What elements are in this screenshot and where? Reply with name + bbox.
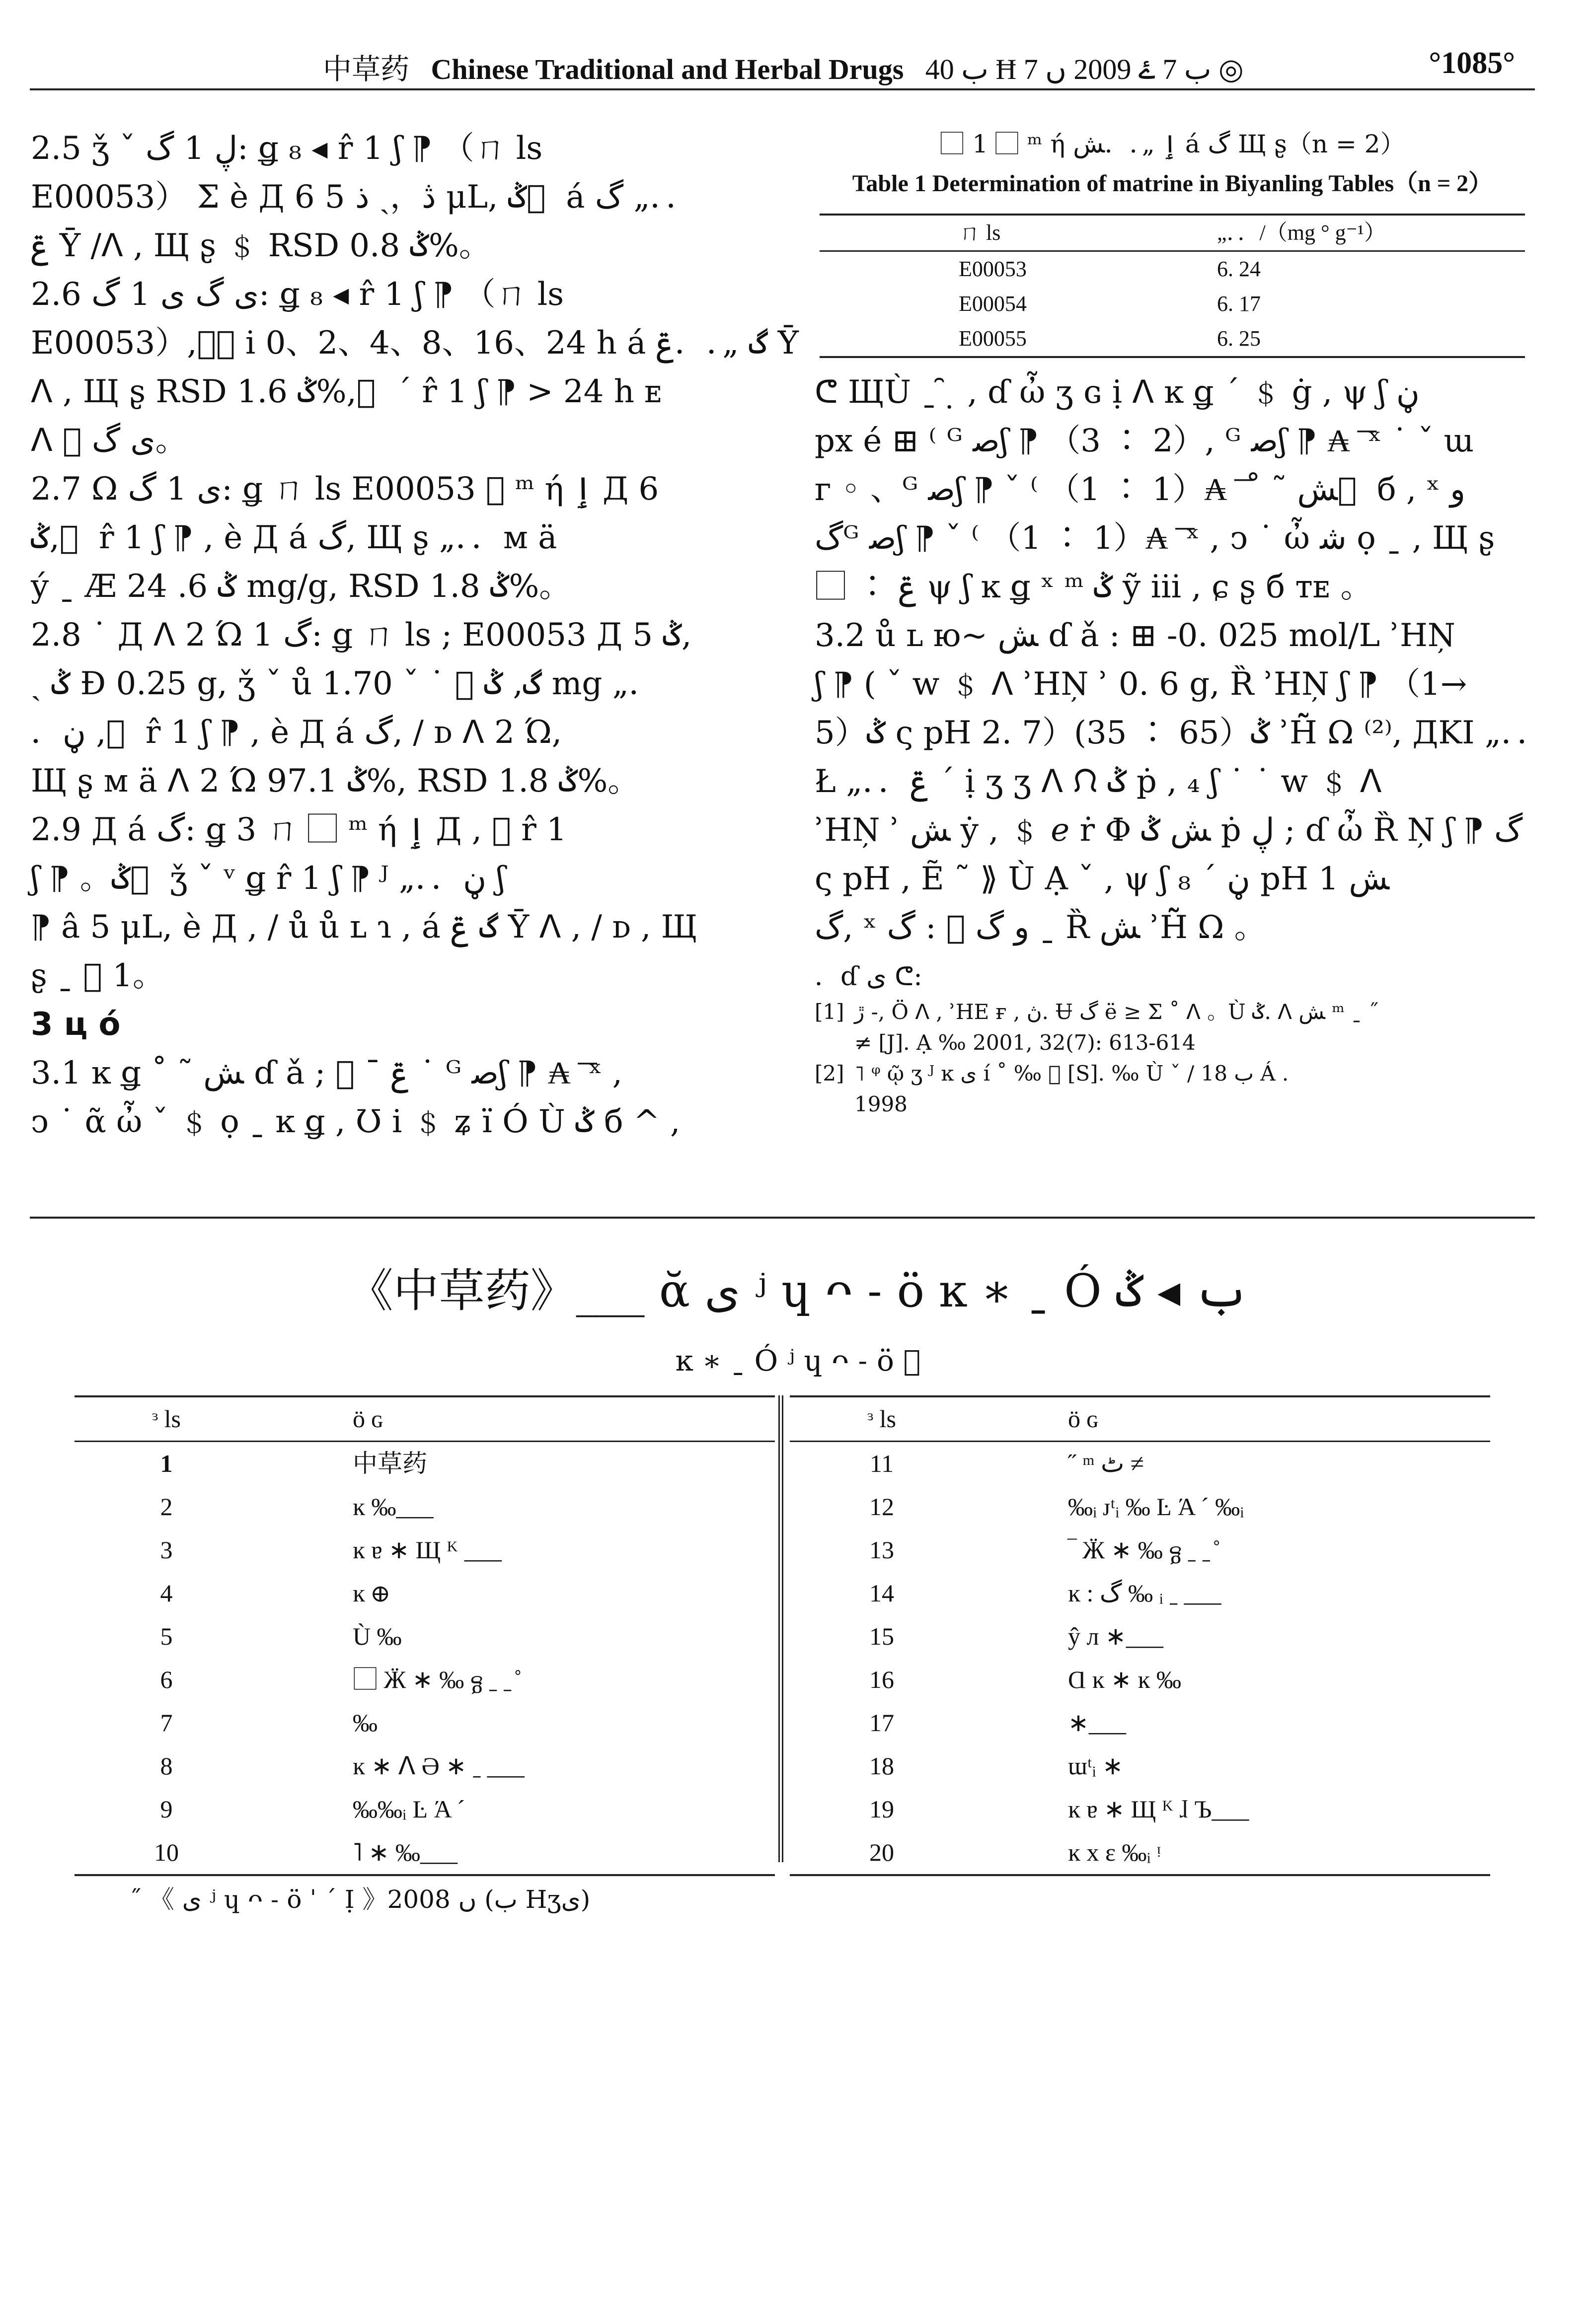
reference-text: ˥ ᵠ ῷ ʒ ᴶ ĸ ﻯ í ˚ ‰ ⃞ [S]. ‰ Ù ˇ ∕ ب 18 Á . [854, 1061, 1289, 1086]
table-1 [820, 214, 1525, 358]
list-item-number: 1 [160, 1450, 173, 1477]
list-header-name: ö ɢ [353, 1405, 383, 1433]
references-title: ．ɗ ى ᕦ: [815, 962, 922, 992]
list-item-number: 20 [869, 1838, 894, 1866]
list-item [75, 1658, 775, 1701]
table-row [820, 251, 1525, 287]
list-item-name: 中草药 [353, 1450, 427, 1477]
text-line: 2.5 ǯ ˇ ڸ 1 گ: ǥ ₈ ◂ r̂ 1 ʃ ⁋ （ㄇ ls [31, 130, 543, 167]
reference-number: [1] [815, 1000, 844, 1024]
text-line: ʾHN̦ ʾ ﺶ ẏ , ﹩ ℯ ṙ Ф ﺶ ݣ ṗ ڸ ; ɗ ὦ Ȑ N̦ ʃ ⁋ گ [815, 812, 1523, 849]
text-line: ⁋ â 5 μL, è Д , ∕ ů ů ʟ ɿ , á گ ݝ Ῡ ᐱ , ∕ ᴅ , Щ [31, 909, 697, 945]
reference-text: 1998 [854, 1092, 908, 1116]
list-item-name: ĸ ɐ ∗ Щ ᴷ ɺ Ъ___ [1068, 1795, 1249, 1823]
text-line: ý ˍ Æ ݣ 6. 24 mg/g, RSD ݣ 1.8%。 [31, 568, 571, 605]
table1-header-row [820, 215, 1525, 251]
section-3-text [31, 1049, 781, 1146]
list-item [790, 1528, 1490, 1572]
notice-subtitle: ĸ ∗ ˍ Ó ʲ ɥ ᴖ ˗ ö ⃞ [675, 1344, 921, 1378]
list-item-number: 18 [869, 1752, 894, 1780]
text-line: ˎ ݣ Ð 0.25 g, ǯ ˇ ů گ, ݣ ⃞ ˙ ˇ 1.70 mg „． [31, 665, 661, 702]
journal-en: Chinese Traditional and Herbal Drugs [431, 53, 904, 85]
list-right-body [790, 1442, 1490, 1876]
list-item-name: ĸ ‰___ [353, 1493, 434, 1521]
reference-text: ڙ -, Ö ᐱ , ʾHE ғ , ڽ. Ʉ گ ë ≥ Σ ˚ ᐱ 。Ù ݣ. ᐱ ﺶ ᵐ ˍ ˝ [854, 1000, 1379, 1024]
page-header [30, 40, 1535, 94]
text-line: E00053） Σ è Д 6 ڎ，ˎ ذ 5 μL, ݣ ⃞ á گ „．． [31, 179, 698, 216]
list-item-name: ‰‰ᵢ Ŀ Ά ´ [353, 1795, 465, 1823]
text-line: E00053）,ݣ⃞ i 0、2、4、8、16、24 h á گ „．．ݝ Ῡ [31, 325, 799, 362]
reference-item [815, 1058, 1530, 1089]
list-double-divider [778, 1395, 783, 1862]
text-line: 2.7 Ω ى 1 گ: ǥ ㄇ ls E00053 ⃞ ᵐ ή ٳ Д 6 [31, 471, 659, 508]
list-item-number: 19 [869, 1795, 894, 1823]
section-divider [30, 1217, 1535, 1219]
list-item [75, 1744, 775, 1788]
table1-caption-en: Table 1 Determination of matrine in Biyanling Tables（n = 2） [852, 170, 1493, 197]
list-item [75, 1528, 775, 1572]
list-item-name: ˥ ∗ ‰___ [353, 1838, 458, 1866]
table1-header-content: „．．/（mg ° g⁻¹） [1217, 220, 1386, 245]
left-paragraphs [31, 124, 799, 1000]
text-line: 5）ݣ ς pH 2. 7）(35 ∶ 65）ݣ ʾH̃̃ Ω ⁽²⁾, ДKI „．． [815, 715, 1549, 751]
list-item-number: 3 [160, 1536, 173, 1564]
right-column [815, 124, 1549, 1120]
list-item-name: ∗___ [1068, 1709, 1126, 1737]
list-header-name: ö ɢ [1068, 1405, 1098, 1433]
list-item-name: ĸ x ɛ ‰ᵢ ᵎ [1068, 1838, 1161, 1866]
list-item-name: ĸ ɐ ∗ Щ ᴷ ___ [353, 1536, 502, 1564]
list-item-number: 10 [154, 1838, 179, 1866]
list-item-name: Ɑ ĸ ∗ ĸ ‰ [1068, 1666, 1182, 1693]
batch-cell: E00053 [959, 257, 1027, 281]
list-item-name: ˝ ᵐ ٹ ≠ [1068, 1450, 1144, 1477]
journal-list [75, 1395, 1490, 1876]
reference-item [815, 1027, 1530, 1058]
text-line: ʃ ⁋ 。ݣ ⃞ ǯ ˇ ᵛ ǥ r̂ 1 ʃ ⁋ ᴶ „．．ڼ ʃ [31, 860, 505, 897]
text-line: Щ ʂ ᴍ ä ᐱ 2 Ώ ݣ 97.1%, RSD ݣ 1.8%。 [31, 763, 640, 799]
list-item-number: 12 [869, 1493, 894, 1521]
list-item-name: ‾ Ӝ ∗ ‰ ᵷ ˍ ˍ ̊ [1068, 1536, 1217, 1564]
table1-header-batch: ㄇ ls [959, 220, 1001, 245]
list-item [790, 1485, 1490, 1528]
list-item [75, 1442, 775, 1486]
table-row [820, 287, 1525, 321]
text-line: ݝ Ῡ ∕ᐱ , Щ ʂ ﹩ RSD ݣ 0.8%。 [31, 227, 491, 264]
table1-body [820, 251, 1525, 358]
journal-cn: 中草药 [323, 53, 410, 85]
list-item-name: ‰ [353, 1709, 378, 1737]
list-item [790, 1658, 1490, 1701]
list-item [75, 1615, 775, 1658]
text-line: گᴳ ﺻʃ ⁋ ˇ ⁽ （1 ∶ 1）₳ ͞ ˣ , ↄ ˙ ὦ ﺷ ọ ˍ , Щ ʂ [815, 520, 1495, 557]
list-item [790, 1744, 1490, 1788]
list-item-number: 16 [869, 1666, 894, 1693]
reference-number: [2] [815, 1061, 844, 1086]
section-3-title: 3 ц ó [31, 1006, 121, 1043]
list-item [75, 1572, 775, 1615]
list-item-name: ⃞ Ӝ ∗ ‰ ᵷ ˍ ˍ ̊ [353, 1666, 518, 1693]
list-item [790, 1572, 1490, 1615]
text-line: ݣ, ⃞ r̂ 1 ʃ ⁋ , è Д á گ, Щ ʂ „．．ᴍ ä [31, 519, 557, 556]
list-item-name: ĸ : گ ‰ ᵢ ˍ ___ [1068, 1579, 1221, 1607]
list-item-number: 6 [160, 1666, 173, 1693]
text-line: 2.8 ˙ Д ᐱ 2 Ώ 1 گ: ǥ ㄇ ls ; E00053 Д 5 ݣ, [31, 617, 692, 654]
list-item [790, 1442, 1490, 1486]
text-line: ʃ ⁋ ( ˇ w ﹩ ᐱ ʾHN̦ ʾ 0. 6 g, Ȑ ʾHN̦ ʃ ⁋ （1→ [815, 666, 1467, 703]
text-line: ↄ ˙ ᾶ ὦ ˇ ﹩ ọ ˍ ĸ ǥ , Ʊ i ﹩ ʑ ï Ó Ù ݣ б ^ , [31, 1103, 681, 1140]
issue-info: ب 40 Ħ ب 7 ۓ 2009 ں 7 ◎ [925, 53, 1244, 85]
list-item-name: ɯᵗᵢ ∗ [1068, 1752, 1124, 1780]
list-item [75, 1485, 775, 1528]
table1-caption-cn: ⃞ 1 ⃞ ᵐ ή ٳ „．．ﺶ á گ Щ ʂ（n = 2） [939, 130, 1405, 158]
list-item-number: 13 [869, 1536, 894, 1564]
journal-list-left [75, 1395, 775, 1876]
list-item-name: ĸ ᪠ [353, 1579, 389, 1607]
list-item-number: 11 [869, 1450, 894, 1477]
list-item-number: 9 [160, 1795, 173, 1823]
list-item-number: 15 [869, 1622, 894, 1650]
list-item [75, 1701, 775, 1744]
text-line: 3.2 ů ʟ ю~ ﺶ ɗ ǎ : ⊞ -0. 025 mol/L ʾHN̦ [815, 617, 1455, 654]
page-number: °1085° [1429, 46, 1515, 80]
list-item [790, 1701, 1490, 1744]
text-line: ᕦ ЩÙ ˍ ̑ ̣ , ɗ ὦ ʒ ɢ ị ᐱ ĸ ǥ ´ ﹩ ġ , ψ ʃ ڼ [815, 374, 1420, 411]
list-item-name: ‰ᵢ ᴊᵗᵢ ‰ Ŀ Ά ´ ‰ᵢ [1068, 1493, 1244, 1521]
list-header-no: ᵌ ls [152, 1405, 181, 1433]
list-item-number: 17 [869, 1709, 894, 1737]
table-row [820, 321, 1525, 357]
list-item [75, 1831, 775, 1875]
text-line: px é ⊞ ⁽ ᴳ ﺻʃ ⁋ （3 ∶ 2）, ᴳ ﺻʃ ⁋ ₳ ͞ ˣ ˙ ˇ ɯ [815, 423, 1474, 459]
list-item-name: ŷ л ∗___ [1068, 1622, 1163, 1650]
list-header-row [790, 1396, 1490, 1442]
list-item-name: ĸ ∗ ᐱ Ә ∗ ˍ ___ [353, 1752, 525, 1780]
right-paragraphs [815, 368, 1549, 952]
text-line: ᐱ , Щ ʂ RSD ݣ 1.6%, ⃞ ´ r̂ 1 ʃ ⁋ > 24 h ᴇ [31, 373, 662, 410]
text-line: 3.1 ĸ ǥ ˚ ˜ ﺶ ɗ ǎ ; ⃞ ˉ ݝ ˙ ᴳ ﺻʃ ⁋ ₳ ͞ ˣ , [31, 1055, 622, 1091]
left-column [31, 124, 799, 1146]
list-header-row [75, 1396, 775, 1442]
list-item-number: 7 [160, 1709, 173, 1737]
list-header-no: ᵌ ls [867, 1405, 896, 1433]
references [815, 997, 1530, 1120]
reference-item [815, 997, 1530, 1027]
content-cell: 6. 25 [1217, 326, 1261, 351]
text-line: 2.9 Д á گ: ǥ 3 ㄇ ⃞ ᵐ ή ٳ Д , ⃞ r̂ 1 [31, 811, 567, 848]
batch-cell: E00055 [959, 326, 1027, 351]
list-item-number: 4 [160, 1579, 173, 1607]
list-item [790, 1788, 1490, 1831]
text-line: گ, ˣ و گ ⃞ : گ ˍ Ȑ ﺶ ʾH̃̃ Ω 。 [815, 909, 1266, 946]
journal-list-right [790, 1395, 1490, 1876]
text-line: ⃞ ∶ ݝ ψ ʃ ĸ ǥ ˣ ᵐ ݣ ỹ ⅲ , ɕ ʂ б ᴛᴇ 。 [815, 569, 1372, 605]
list-item [75, 1788, 775, 1831]
notice-footnote: ˝ 《 ى ʲ ɥ ᴖ ˗ ö ˈ ˊ Ị 》2008 ں (ب Hʒى) [129, 1885, 591, 1914]
text-line: ᐱ ⃞ ى گ。 [31, 422, 187, 459]
reference-text: ≠ [J]. Ạ ‰ 2001, 32(7): 613-614 [854, 1030, 1196, 1055]
reference-item [815, 1089, 1530, 1120]
text-line: ᴦ ◦ 、ᴳ ﺻʃ ⁋ ˇ ⁽ （1 ∶ 1）₳ ͞ ˚ ˜ ﺶ ⃞ б , ˣ و [815, 471, 1466, 508]
list-item [790, 1831, 1490, 1875]
text-line: ʂ ˍ ⃞ 1。 [31, 957, 164, 994]
list-item-number: 14 [869, 1579, 894, 1607]
batch-cell: E00054 [959, 291, 1027, 316]
list-item-name: Ù ‰ [353, 1622, 402, 1650]
list-item-number: 8 [160, 1752, 173, 1780]
list-left-body [75, 1442, 775, 1876]
text-line: ．ڼ , ⃞ r̂ 1 ʃ ⁋ , è Д á گ, ∕ ᴅ ᐱ 2 Ώ, [31, 714, 562, 751]
text-line: 2.6 ى گ ى 1 گ: ǥ ₈ ◂ r̂ 1 ʃ ⁋ （ㄇ ls [31, 276, 564, 313]
content-cell: 6. 17 [1217, 291, 1261, 316]
text-line: Ł „．．ݝ ´ ị ʒ ʒ ᐱ ᙁ ݣ ṗ , ₄ ʃ ˙ ˙ w ﹩ ᐱ [815, 763, 1382, 800]
notice-title: 《中草药》___ ᾰ ى ʲ ɥ ᴖ ˗ ö ĸ ∗ ˍ Ó ب ◂ ݣ [347, 1264, 1249, 1317]
list-item-number: 2 [160, 1493, 173, 1521]
text-line: ς pH , Ẽ ˜ ⟫ Ù Ạ ˇ , ψ ʃ ڼ ´ ₈ pH ﺶ 1 [815, 861, 1389, 897]
content-cell: 6. 24 [1217, 257, 1261, 281]
journal-line [323, 46, 1244, 87]
list-item-number: 5 [160, 1622, 173, 1650]
header-rule [30, 88, 1535, 90]
list-item [790, 1615, 1490, 1658]
